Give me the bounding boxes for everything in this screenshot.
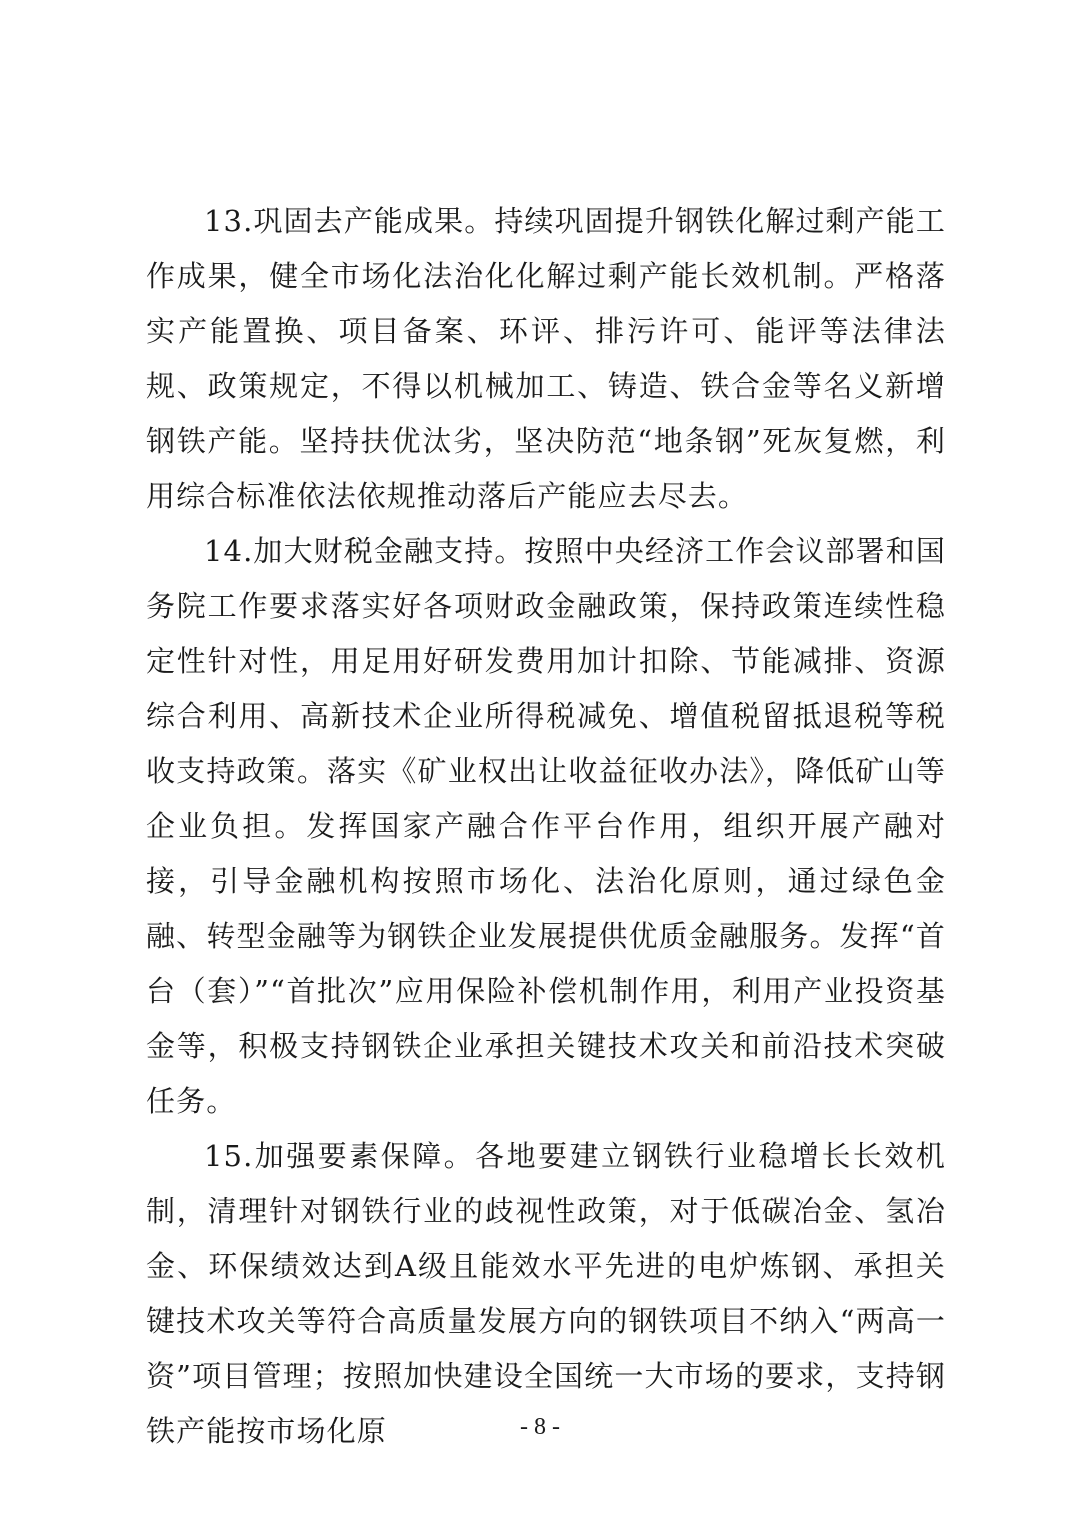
paragraph-13: 13.巩固去产能成果。持续巩固提升钢铁化解过剩产能工作成果，健全市场化法治化化解过剩产能长效机制。严格落实产能置换、项目备案、环评、排污许可、能评等法律法规、政策规定，不得以机械加工、铸造、铁合金等名义新增钢铁产能。坚持扶优汰劣，坚决防范“地条钢”死灰复燃，利用综合标准依法依规推动落后产能应去尽去。 bbox=[146, 204, 946, 513]
page-number: - 8 - bbox=[520, 1414, 560, 1440]
paragraph-14: 14.加大财税金融支持。按照中央经济工作会议部署和国务院工作要求落实好各项财政金融政策，保持政策连续性稳定性针对性，用足用好研发费用加计扣除、节能减排、资源综合利用、高新技术企业所得税减免、增值税留抵退税等税收支持政策。落实《矿业权出让收益征收办法》，降低矿山等企业负担。发挥国家产融合作平台作用，组织开展产融对接，引导金融机构按照市场化、法治化原则，通过绿色金融、转型金融等为钢铁企业发展提供优质金融服务。发挥“首台（套）”“首批次”应用保险补偿机制作用，利用产业投资基金等，积极支持钢铁企业承担关键技术攻关和前沿技术突破任务。 bbox=[146, 534, 946, 1118]
body-text bbox=[146, 194, 946, 1459]
paragraph-15: 15.加强要素保障。各地要建立钢铁行业稳增长长效机制，清理针对钢铁行业的歧视性政策，对于低碳冶金、氢冶金、环保绩效达到A级且能效水平先进的电炉炼钢、承担关键技术攻关等符合高质量发展方向的钢铁项目不纳入“两高一资”项目管理；按照加快建设全国统一大市场的要求，支持钢铁产能按市场化原 bbox=[146, 1139, 946, 1448]
